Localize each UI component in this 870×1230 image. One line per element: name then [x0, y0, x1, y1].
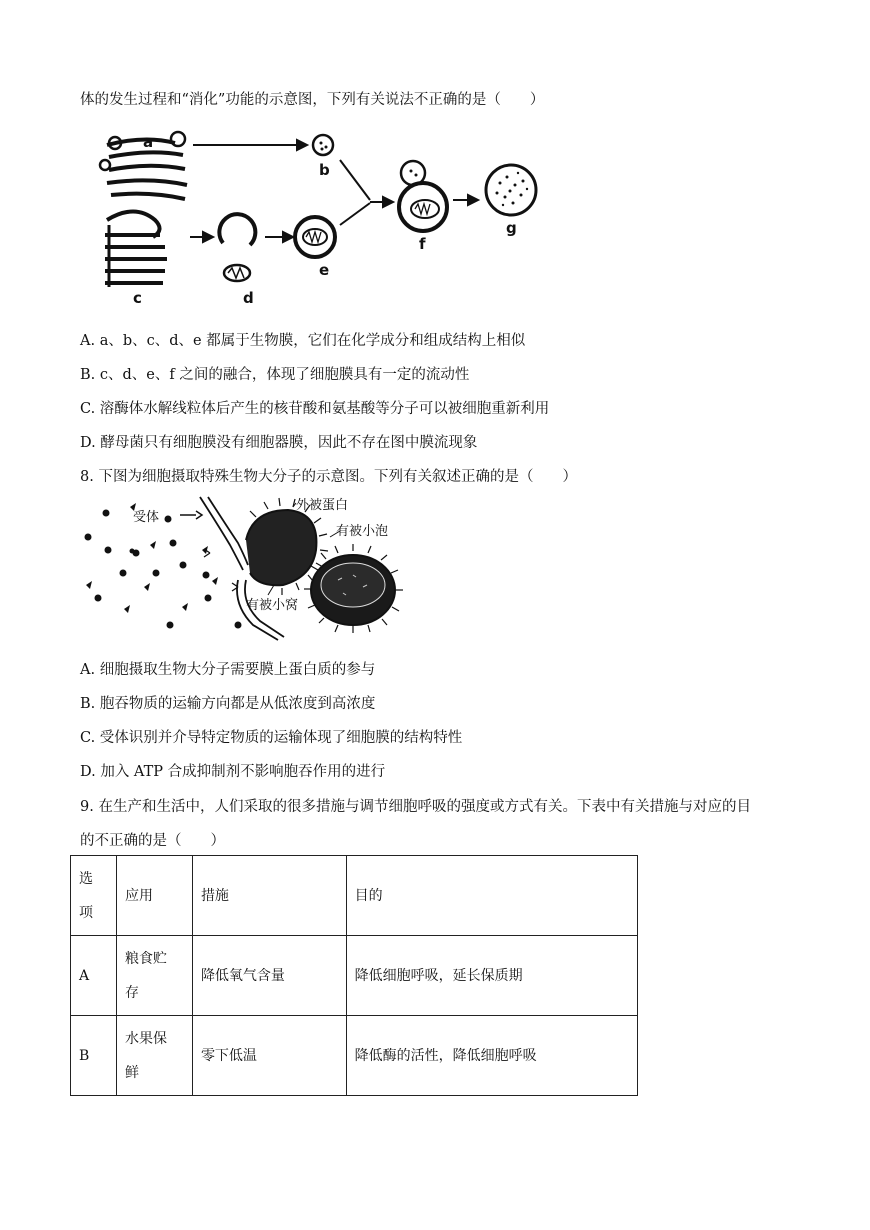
cell-measure: 降低氧气含量 [192, 936, 346, 1016]
label-g: g [506, 219, 517, 237]
q7-option-a: A. a、b、c、d、e 都属于生物膜，它们在化学成分和组成结构上相似 [80, 333, 526, 349]
table-header-row [71, 856, 638, 936]
cell-application: 粮食贮存 [116, 936, 192, 1016]
q9-stem-line2: 的不正确的是（ ） [80, 833, 225, 849]
label-e: e [319, 261, 330, 279]
q9-table [70, 855, 638, 1096]
q7-membrane-flow-figure [95, 125, 565, 310]
q8-option-a: A. 细胞摄取生物大分子需要膜上蛋白质的参与 [80, 662, 376, 678]
label-f: f [419, 235, 426, 253]
q8-option-c: C. 受体识别并介导特定物质的运输体现了细胞膜的结构特性 [80, 730, 463, 746]
q7-stem: 体的发生过程和“消化”功能的示意图，下列有关说法不正确的是（ ） [80, 92, 545, 108]
cell-application: 水果保鲜 [116, 1016, 192, 1096]
q8-option-d: D. 加入 ATP 合成抑制剂不影响胞吞作用的进行 [80, 764, 386, 780]
q7-option-b: B. c、d、e、f 之间的融合，体现了细胞膜具有一定的流动性 [80, 367, 470, 383]
label-d: d [243, 289, 254, 307]
table-row [71, 1016, 638, 1096]
q8-option-b: B. 胞吞物质的运输方向都是从低浓度到高浓度 [80, 696, 376, 712]
cell-purpose: 降低细胞呼吸，延长保质期 [346, 936, 637, 1016]
header-option: 选项 [71, 856, 117, 936]
label-coated-pit: 有被小窝 [246, 598, 299, 613]
q9-stem-line1: 9. 在生产和生活中，人们采取的很多措施与调节细胞呼吸的强度或方式有关。下表中有关措施与对应的目 [80, 799, 751, 815]
cell-purpose: 降低酶的活性，降低细胞呼吸 [346, 1016, 637, 1096]
label-coat-protein: 外被蛋白 [296, 498, 349, 513]
label-b: b [319, 161, 330, 179]
cell-option: B [71, 1016, 117, 1096]
cell-option: A [71, 936, 117, 1016]
label-a: a [143, 133, 154, 151]
q8-endocytosis-figure [78, 495, 418, 645]
header-purpose: 目的 [346, 856, 637, 936]
q7-option-c: C. 溶酶体水解线粒体后产生的核苷酸和氨基酸等分子可以被细胞重新利用 [80, 401, 550, 417]
label-c: c [133, 289, 142, 307]
header-measure: 措施 [192, 856, 346, 936]
label-receptor: 受体 [133, 510, 160, 525]
table-row [71, 936, 638, 1016]
q7-option-d: D. 酵母菌只有细胞膜没有细胞器膜，因此不存在图中膜流现象 [80, 435, 478, 451]
q8-stem: 8. 下图为细胞摄取特殊生物大分子的示意图。下列有关叙述正确的是（ ） [80, 469, 577, 485]
label-coated-vesicle: 有被小泡 [336, 524, 389, 539]
cell-measure: 零下低温 [192, 1016, 346, 1096]
header-application: 应用 [116, 856, 192, 936]
